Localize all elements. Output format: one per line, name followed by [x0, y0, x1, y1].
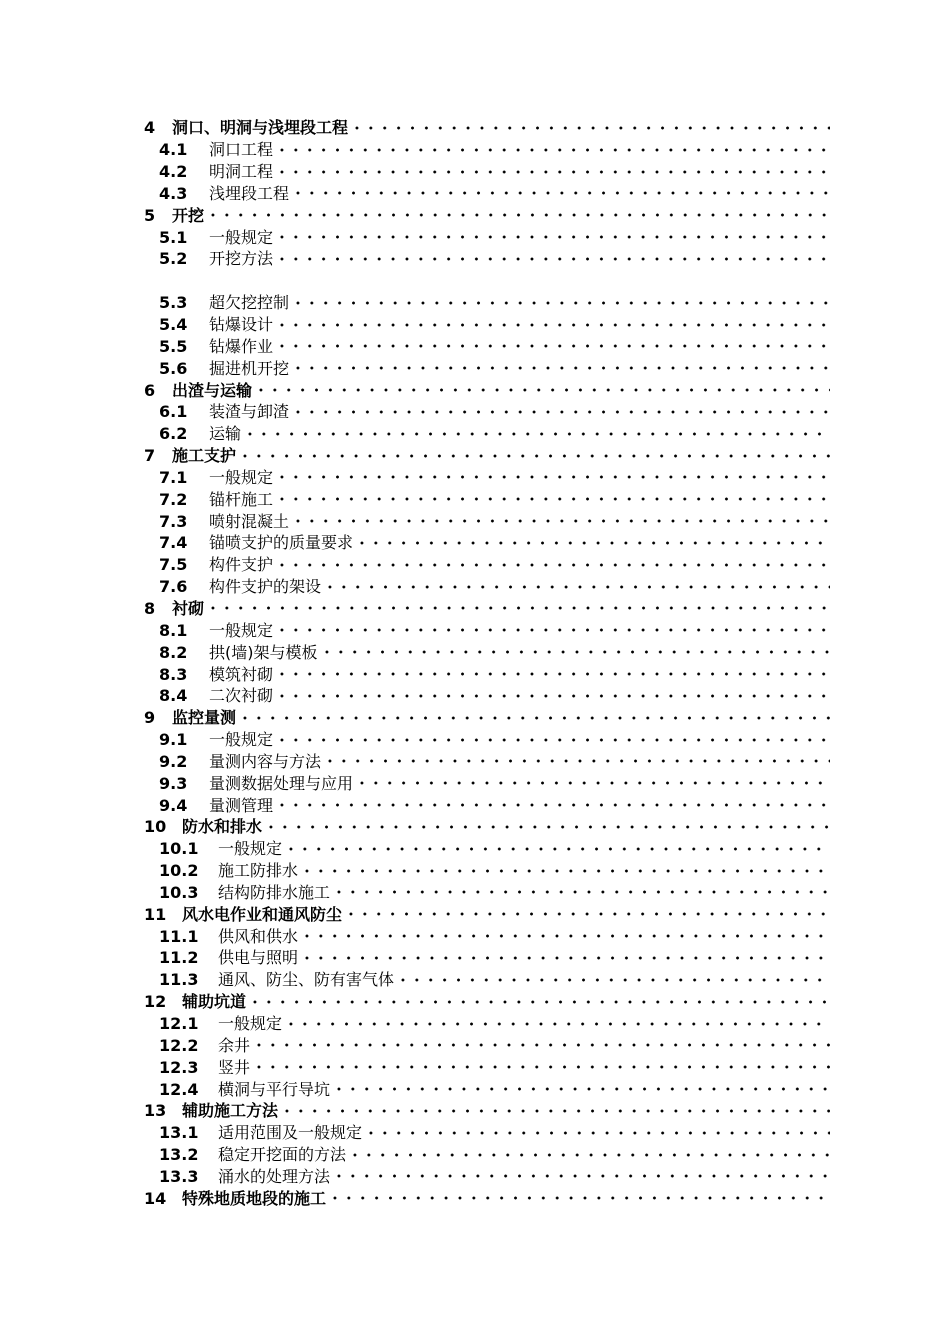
toc-entry-number: 5.3 — [159, 293, 188, 313]
toc-entry-title: 开挖 — [172, 205, 205, 225]
toc-entry-title: 钻爆设计 — [209, 315, 274, 335]
toc-entry-number: 6 — [144, 380, 156, 400]
toc-entry-number: 11 — [144, 904, 167, 924]
toc-entry-number: 10.3 — [159, 882, 199, 902]
toc-entry-title: 洞口工程 — [209, 140, 274, 160]
dot-leader — [332, 1174, 830, 1178]
dot-leader — [275, 803, 830, 807]
toc-section-entry[interactable] — [0, 139, 950, 161]
toc-entry-number: 14 — [144, 1188, 167, 1208]
toc-entry-title: 明洞工程 — [209, 162, 274, 182]
dot-leader — [248, 1000, 830, 1004]
toc-section-entry[interactable] — [0, 729, 950, 751]
dot-leader — [355, 541, 830, 545]
dot-leader — [280, 1109, 830, 1113]
toc-section-entry[interactable] — [0, 619, 950, 641]
toc-entry-number: 11.2 — [159, 948, 199, 968]
toc-section-entry[interactable] — [0, 292, 950, 314]
toc-entry-number: 7.6 — [159, 577, 188, 597]
toc-entry-title: 余井 — [218, 1035, 251, 1055]
toc-entry-number: 6.2 — [159, 424, 188, 444]
dot-leader — [300, 956, 830, 960]
toc-entry-title: 施工防排水 — [218, 861, 299, 881]
toc-entry-title: 横洞与平行导坑 — [218, 1079, 331, 1099]
dot-leader — [238, 454, 830, 458]
toc-section-entry[interactable] — [0, 1144, 950, 1166]
dot-leader — [275, 148, 830, 152]
dot-leader — [275, 563, 830, 567]
toc-entry-title: 出渣与运输 — [172, 380, 253, 400]
toc-entry-number: 5.2 — [159, 249, 188, 269]
toc-entry-number: 5.5 — [159, 336, 188, 356]
toc-entry-number: 11.3 — [159, 970, 199, 990]
toc-section-entry[interactable] — [0, 882, 950, 904]
toc-entry-title: 量测数据处理与应用 — [209, 773, 354, 793]
dot-leader — [206, 213, 830, 217]
toc-entry-number: 5.4 — [159, 315, 188, 335]
toc-section-entry[interactable] — [0, 860, 950, 882]
toc-entry-number: 7 — [144, 446, 156, 466]
toc-entry-number: 4 — [144, 118, 156, 138]
toc-entry-number: 11.1 — [159, 926, 199, 946]
toc-entry-title: 超欠挖控制 — [209, 293, 290, 313]
dot-leader — [355, 781, 830, 785]
toc-entry-title: 风水电作业和通风防尘 — [182, 904, 343, 924]
dot-leader — [275, 170, 830, 174]
dot-leader — [284, 847, 830, 851]
toc-entry-title: 涌水的处理方法 — [218, 1166, 331, 1186]
toc-entry-title: 结构防排水施工 — [218, 882, 331, 902]
toc-entry-number: 7.1 — [159, 467, 188, 487]
toc-entry-number: 8.4 — [159, 686, 188, 706]
toc-entry-number: 9.3 — [159, 773, 188, 793]
dot-leader — [252, 1043, 830, 1047]
dot-leader — [291, 519, 830, 523]
toc-section-entry[interactable] — [0, 685, 950, 707]
dot-leader — [323, 759, 830, 763]
toc-section-entry[interactable] — [0, 947, 950, 969]
dot-leader — [300, 869, 830, 873]
toc-entry-title: 一般规定 — [218, 1014, 283, 1034]
dot-leader — [332, 890, 830, 894]
toc-section-entry[interactable] — [0, 532, 950, 554]
toc-entry-number: 12.4 — [159, 1079, 199, 1099]
toc-entry-number: 6.1 — [159, 402, 188, 422]
dot-leader — [275, 475, 830, 479]
toc-chapter-entry[interactable] — [0, 117, 950, 139]
toc-chapter-entry[interactable] — [0, 379, 950, 401]
toc-entry-title: 供风和供水 — [218, 926, 299, 946]
toc-entry-title: 装渣与卸渣 — [209, 402, 290, 422]
toc-entry-number: 7.4 — [159, 533, 188, 553]
dot-leader — [254, 388, 830, 392]
dot-leader — [291, 410, 830, 414]
dot-leader — [275, 235, 830, 239]
toc-entry-title: 辅助坑道 — [182, 992, 247, 1012]
toc-entry-title: 掘进机开挖 — [209, 358, 290, 378]
toc-spacer — [0, 270, 950, 292]
toc-entry-title: 钻爆作业 — [209, 336, 274, 356]
toc-section-entry[interactable] — [0, 838, 950, 860]
toc-entry-title: 竖井 — [218, 1057, 251, 1077]
toc-chapter-entry[interactable] — [0, 598, 950, 620]
toc-entry-title: 适用范围及一般规定 — [218, 1123, 363, 1143]
toc-entry-number: 8 — [144, 598, 156, 618]
toc-chapter-entry[interactable] — [0, 991, 950, 1013]
toc-entry-number: 10.2 — [159, 861, 199, 881]
toc-entry-title: 一般规定 — [209, 620, 274, 640]
toc-section-entry[interactable] — [0, 314, 950, 336]
toc-entry-title: 防水和排水 — [182, 817, 263, 837]
toc-entry-number: 9.2 — [159, 751, 188, 771]
toc-chapter-entry[interactable] — [0, 707, 950, 729]
toc-entry-number: 12.3 — [159, 1057, 199, 1077]
toc-entry-title: 构件支护的架设 — [209, 577, 322, 597]
dot-leader — [275, 672, 830, 676]
dot-leader — [320, 650, 831, 654]
toc-section-entry[interactable] — [0, 510, 950, 532]
toc-entry-number: 7.5 — [159, 555, 188, 575]
toc-entry-title: 二次衬砌 — [209, 686, 274, 706]
dot-leader — [264, 825, 830, 829]
toc-entry-number: 9.1 — [159, 730, 188, 750]
table-of-contents — [0, 117, 950, 1209]
toc-entry-title: 锚喷支护的质量要求 — [209, 533, 354, 553]
toc-section-entry[interactable] — [0, 576, 950, 598]
toc-entry-number: 9.4 — [159, 795, 188, 815]
toc-entry-number: 13.3 — [159, 1166, 199, 1186]
toc-section-entry[interactable] — [0, 925, 950, 947]
dot-leader — [238, 716, 830, 720]
dot-leader — [243, 432, 830, 436]
toc-entry-title: 洞口、明洞与浅埋段工程 — [172, 118, 349, 138]
toc-entry-title: 开挖方法 — [209, 249, 274, 269]
toc-entry-number: 12 — [144, 992, 167, 1012]
dot-leader — [348, 1153, 830, 1157]
toc-entry-number: 8.2 — [159, 642, 188, 662]
dot-leader — [344, 912, 830, 916]
dot-leader — [275, 257, 830, 261]
toc-section-entry[interactable] — [0, 663, 950, 685]
toc-entry-title: 运输 — [209, 424, 242, 444]
toc-section-entry[interactable] — [0, 1034, 950, 1056]
toc-entry-number: 4.1 — [159, 140, 188, 160]
dot-leader — [275, 344, 830, 348]
toc-chapter-entry[interactable] — [0, 1100, 950, 1122]
dot-leader — [291, 366, 830, 370]
dot-leader — [323, 585, 830, 589]
toc-entry-number: 5 — [144, 205, 156, 225]
toc-section-entry[interactable] — [0, 1078, 950, 1100]
toc-entry-title: 特殊地质地段的施工 — [182, 1188, 327, 1208]
toc-section-entry[interactable] — [0, 1166, 950, 1188]
toc-entry-title: 辅助施工方法 — [182, 1101, 279, 1121]
toc-entry-title: 量测内容与方法 — [209, 751, 322, 771]
toc-section-entry[interactable] — [0, 467, 950, 489]
dot-leader — [275, 628, 830, 632]
dot-leader — [291, 301, 830, 305]
dot-leader — [275, 323, 830, 327]
dot-leader — [206, 606, 830, 610]
toc-entry-title: 构件支护 — [209, 555, 274, 575]
toc-entry-number: 12.1 — [159, 1014, 199, 1034]
toc-section-entry[interactable] — [0, 357, 950, 379]
toc-section-entry[interactable] — [0, 772, 950, 794]
toc-entry-title: 喷射混凝土 — [209, 511, 290, 531]
toc-section-entry[interactable] — [0, 423, 950, 445]
toc-chapter-entry[interactable] — [0, 903, 950, 925]
toc-section-entry[interactable] — [0, 488, 950, 510]
toc-section-entry[interactable] — [0, 969, 950, 991]
toc-entry-number: 13.1 — [159, 1123, 199, 1143]
toc-section-entry[interactable] — [0, 750, 950, 772]
toc-entry-number: 10 — [144, 817, 167, 837]
toc-entry-number: 8.1 — [159, 620, 188, 640]
dot-leader — [328, 1196, 830, 1200]
toc-entry-title: 施工支护 — [172, 446, 237, 466]
toc-entry-number: 13 — [144, 1101, 167, 1121]
toc-chapter-entry[interactable] — [0, 1187, 950, 1209]
toc-entry-number: 5.1 — [159, 227, 188, 247]
toc-section-entry[interactable] — [0, 183, 950, 205]
toc-section-entry[interactable] — [0, 1122, 950, 1144]
dot-leader — [350, 126, 830, 130]
toc-entry-title: 通风、防尘、防有害气体 — [218, 970, 395, 990]
dot-leader — [300, 934, 830, 938]
toc-entry-number: 7.2 — [159, 489, 188, 509]
toc-entry-number: 5.6 — [159, 358, 188, 378]
dot-leader — [275, 738, 830, 742]
toc-entry-title: 拱(墙)架与模板 — [209, 642, 318, 662]
toc-entry-title: 模筑衬砌 — [209, 664, 274, 684]
toc-entry-number: 8.3 — [159, 664, 188, 684]
toc-section-entry[interactable] — [0, 1056, 950, 1078]
toc-section-entry[interactable] — [0, 401, 950, 423]
dot-leader — [364, 1131, 830, 1135]
toc-entry-number: 12.2 — [159, 1035, 199, 1055]
toc-chapter-entry[interactable] — [0, 445, 950, 467]
toc-section-entry[interactable] — [0, 1013, 950, 1035]
toc-entry-number: 4.2 — [159, 162, 188, 182]
toc-entry-number: 4.3 — [159, 183, 188, 203]
dot-leader — [291, 191, 830, 195]
dot-leader — [396, 978, 830, 982]
dot-leader — [252, 1065, 830, 1069]
toc-section-entry[interactable] — [0, 794, 950, 816]
toc-section-entry[interactable] — [0, 335, 950, 357]
toc-entry-title: 一般规定 — [209, 467, 274, 487]
toc-entry-number: 7.3 — [159, 511, 188, 531]
toc-section-entry[interactable] — [0, 248, 950, 270]
dot-leader — [284, 1022, 830, 1026]
toc-entry-title: 供电与照明 — [218, 948, 299, 968]
toc-entry-title: 监控量测 — [172, 708, 237, 728]
toc-chapter-entry[interactable] — [0, 816, 950, 838]
toc-entry-title: 量测管理 — [209, 795, 274, 815]
toc-entry-title: 稳定开挖面的方法 — [218, 1145, 347, 1165]
toc-entry-title: 锚杆施工 — [209, 489, 274, 509]
toc-section-entry[interactable] — [0, 226, 950, 248]
toc-entry-title: 浅埋段工程 — [209, 183, 290, 203]
toc-entry-title: 一般规定 — [209, 730, 274, 750]
toc-entry-title: 一般规定 — [218, 839, 283, 859]
toc-entry-number: 9 — [144, 708, 156, 728]
toc-chapter-entry[interactable] — [0, 204, 950, 226]
toc-section-entry[interactable] — [0, 641, 950, 663]
toc-entry-title: 一般规定 — [209, 227, 274, 247]
toc-section-entry[interactable] — [0, 554, 950, 576]
dot-leader — [275, 694, 830, 698]
dot-leader — [332, 1087, 830, 1091]
toc-entry-title: 衬砌 — [172, 598, 205, 618]
toc-section-entry[interactable] — [0, 161, 950, 183]
toc-entry-number: 13.2 — [159, 1145, 199, 1165]
dot-leader — [275, 497, 830, 501]
toc-entry-number: 10.1 — [159, 839, 199, 859]
